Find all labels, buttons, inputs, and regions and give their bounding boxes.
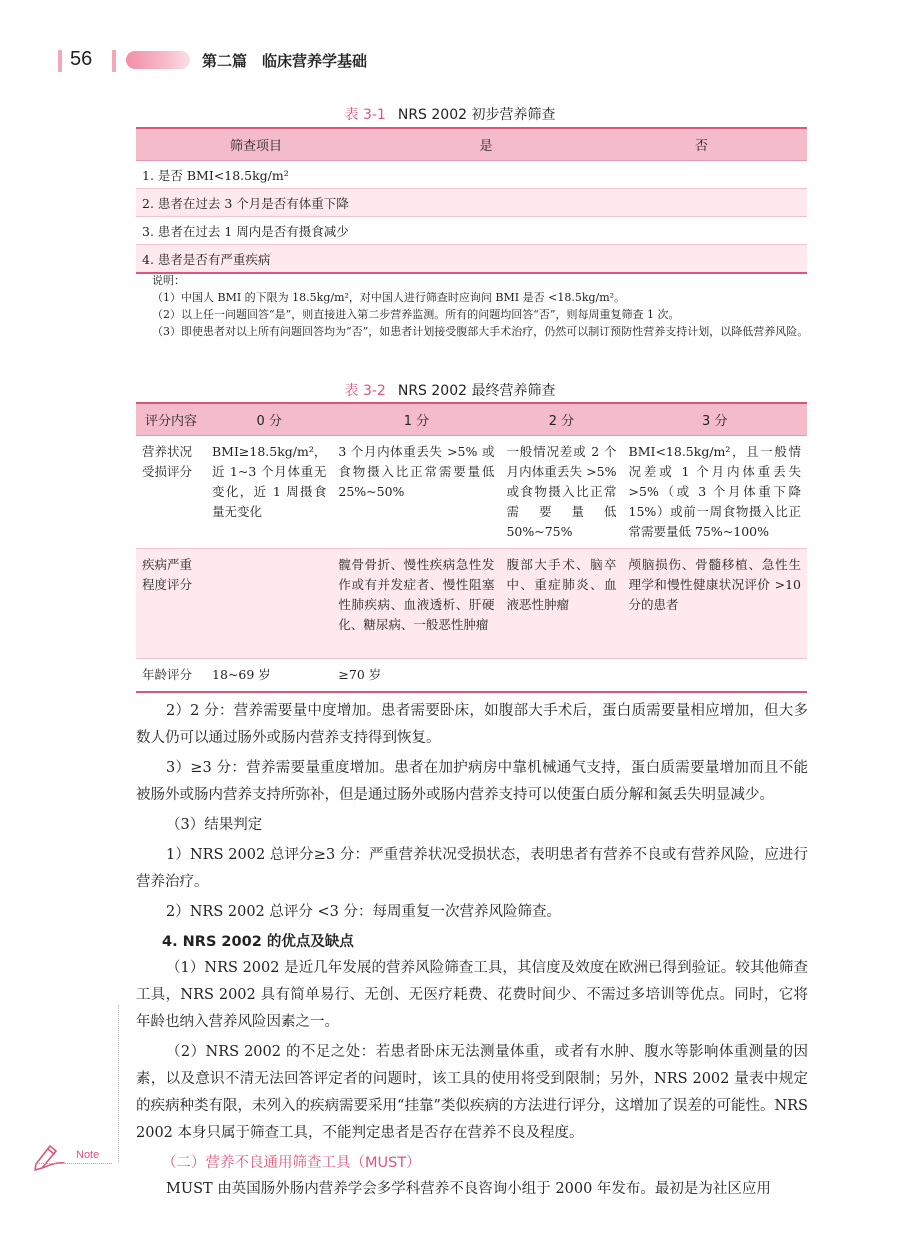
table-cell: ≥70 岁 (332, 659, 500, 693)
table-cell: 颅脑损伤、骨髓移植、急性生理学和慢性健康状况评价 >10 分的患者 (623, 549, 807, 659)
table-header-cell: 2 分 (500, 403, 622, 436)
table-row (136, 245, 807, 274)
row-label: 年龄评分 (136, 659, 206, 693)
table-header-row (136, 403, 807, 436)
subsection-heading: （二）营养不良通用筛查工具（MUST） (162, 1155, 421, 1171)
table-cell: 18~69 岁 (206, 659, 332, 693)
header-decoration (126, 51, 190, 69)
table-row (136, 189, 807, 217)
notes-title: 说明： (152, 274, 185, 287)
page-header (0, 0, 900, 90)
table-header-cell: 评分内容 (136, 403, 206, 436)
table-cell: BMI<18.5kg/m²，且一般情况差或 1 个月内体重丢失 >5%（或 3 个月体重下降 15%）或前一周食物摄入比正常需要量低 75%~100% (623, 436, 807, 549)
table-cell: 4. 患者是否有严重疾病 (136, 245, 376, 274)
table-cell: BMI≥18.5kg/m²，近 1~3 个月体重无变化，近 1 周摄食量无变化 (206, 436, 332, 549)
paragraph: 2）2 分：营养需要量中度增加。患者需要卧床，如腹部大手术后，蛋白质需要量相应增加，但大多数人仍可以通过肠外或肠内营养支持得到恢复。 (136, 703, 808, 746)
table-header-row (136, 128, 807, 161)
table1-notes (144, 272, 810, 340)
table-cell: 腹部大手术、脑卒中、重症肺炎、血液恶性肿瘤 (500, 549, 622, 659)
table-final-screening (136, 402, 807, 693)
table-cell (623, 659, 807, 693)
paragraph: 3）≥3 分：营养需要量重度增加。患者在加护病房中靠机械通气支持，蛋白质需要量增加而且不能被肠外或肠内营养支持所弥补，但是通过肠外或肠内营养支持可以使蛋白质分解和氮丢失明显减少。 (136, 760, 808, 803)
note-underline (36, 1163, 112, 1164)
table-row (136, 659, 807, 693)
margin-dotted-line (118, 1005, 119, 1163)
table-cell: 3 个月内体重丢失 >5% 或食物摄入比正常需要量低 25%~50% (332, 436, 500, 549)
header-accent-bar (112, 50, 116, 72)
table-initial-screening (136, 127, 807, 274)
table-row (136, 436, 807, 549)
table-header-cell: 0 分 (206, 403, 332, 436)
table1-caption-text: NRS 2002 初步营养筛查 (397, 107, 556, 123)
table-header-cell: 是 (376, 128, 596, 161)
paragraph: （3）结果判定 (166, 817, 263, 833)
table-row (136, 549, 807, 659)
table-cell: 一般情况差或 2 个月内体重丢失 >5% 或食物摄入比正常需要量低 50%~75% (500, 436, 622, 549)
table-row (136, 161, 807, 189)
table-row (136, 217, 807, 245)
table-header-cell: 筛查项目 (136, 128, 376, 161)
row-label: 营养状况受损评分 (136, 436, 206, 549)
table-cell (500, 659, 622, 693)
paragraph: （2）NRS 2002 的不足之处：若患者卧床无法测量体重，或者有水肿、腹水等影响体重测量的因素，以及意识不清无法回答评定者的问题时，该工具的使用将受到限制；另外，NRS 2002 量表中规定的疾病种类有限，未列入的疾病需要采用“挂靠”类似疾病的方法进行评分，这增加了误差的可能性。NRS 2002 本身只属于筛查工具，不能判定患者是否存在营养不良及程度。 (136, 1044, 808, 1141)
table2-caption-text: NRS 2002 最终营养筛查 (397, 383, 556, 399)
table-cell (206, 549, 332, 659)
table1-caption (0, 104, 900, 124)
table2-caption (0, 380, 900, 400)
table1-caption-number: 表 3-1 (344, 107, 386, 123)
table-header-cell: 1 分 (332, 403, 500, 436)
row-label: 疾病严重程度评分 (136, 549, 206, 659)
note-item: （3）即使患者对以上所有问题回答均为“否”，如患者计划接受腹部大手术治疗，仍然可以制订预防性营养支持计划，以降低营养风险。 (152, 325, 809, 338)
table-header-cell: 3 分 (623, 403, 807, 436)
note-item: （2）以上任一问题回答“是”，则直接进入第二步营养监测。所有的问题均回答“否”，则每周重复筛查 1 次。 (152, 308, 680, 321)
body-text (136, 698, 808, 1206)
part-title: 第二篇 临床营养学基础 (202, 52, 368, 70)
table2-caption-number: 表 3-2 (344, 383, 386, 399)
header-accent-bar (58, 50, 62, 72)
table-cell: 2. 患者在过去 3 个月是否有体重下降 (136, 189, 376, 217)
note-item: （1）中国人 BMI 的下限为 18.5kg/m²，对中国人进行筛查时应询问 BMI 是否 <18.5kg/m²。 (152, 291, 626, 304)
note-label: Note (76, 1149, 100, 1161)
page-number: 56 (70, 48, 93, 70)
pencil-icon (30, 1132, 116, 1172)
paragraph: 2）NRS 2002 总评分 <3 分：每周重复一次营养风险筛查。 (166, 904, 561, 920)
table-cell: 1. 是否 BMI<18.5kg/m² (136, 161, 376, 189)
table-cell: 3. 患者在过去 1 周内是否有摄食减少 (136, 217, 376, 245)
paragraph: 1）NRS 2002 总评分≥3 分：严重营养状况受损状态，表明患者有营养不良或有营养风险，应进行营养治疗。 (136, 847, 808, 890)
table-header-cell: 否 (596, 128, 807, 161)
table-cell: 髋骨骨折、慢性疾病急性发作或有并发症者、慢性阻塞性肺疾病、血液透析、肝硬化、糖尿病、一般恶性肿瘤 (332, 549, 500, 659)
paragraph: （1）NRS 2002 是近几年发展的营养风险筛查工具，其信度及效度在欧洲已得到验证。较其他筛查工具，NRS 2002 具有简单易行、无创、无医疗耗费、花费时间少、不需过多培训等优点。同时，它将年龄也纳入营养风险因素之一。 (136, 960, 808, 1030)
section-heading: 4. NRS 2002 的优点及缺点 (162, 934, 354, 950)
paragraph: MUST 由英国肠外肠内营养学会多学科营养不良咨询小组于 2000 年发布。最初是为社区应用 (166, 1181, 771, 1197)
